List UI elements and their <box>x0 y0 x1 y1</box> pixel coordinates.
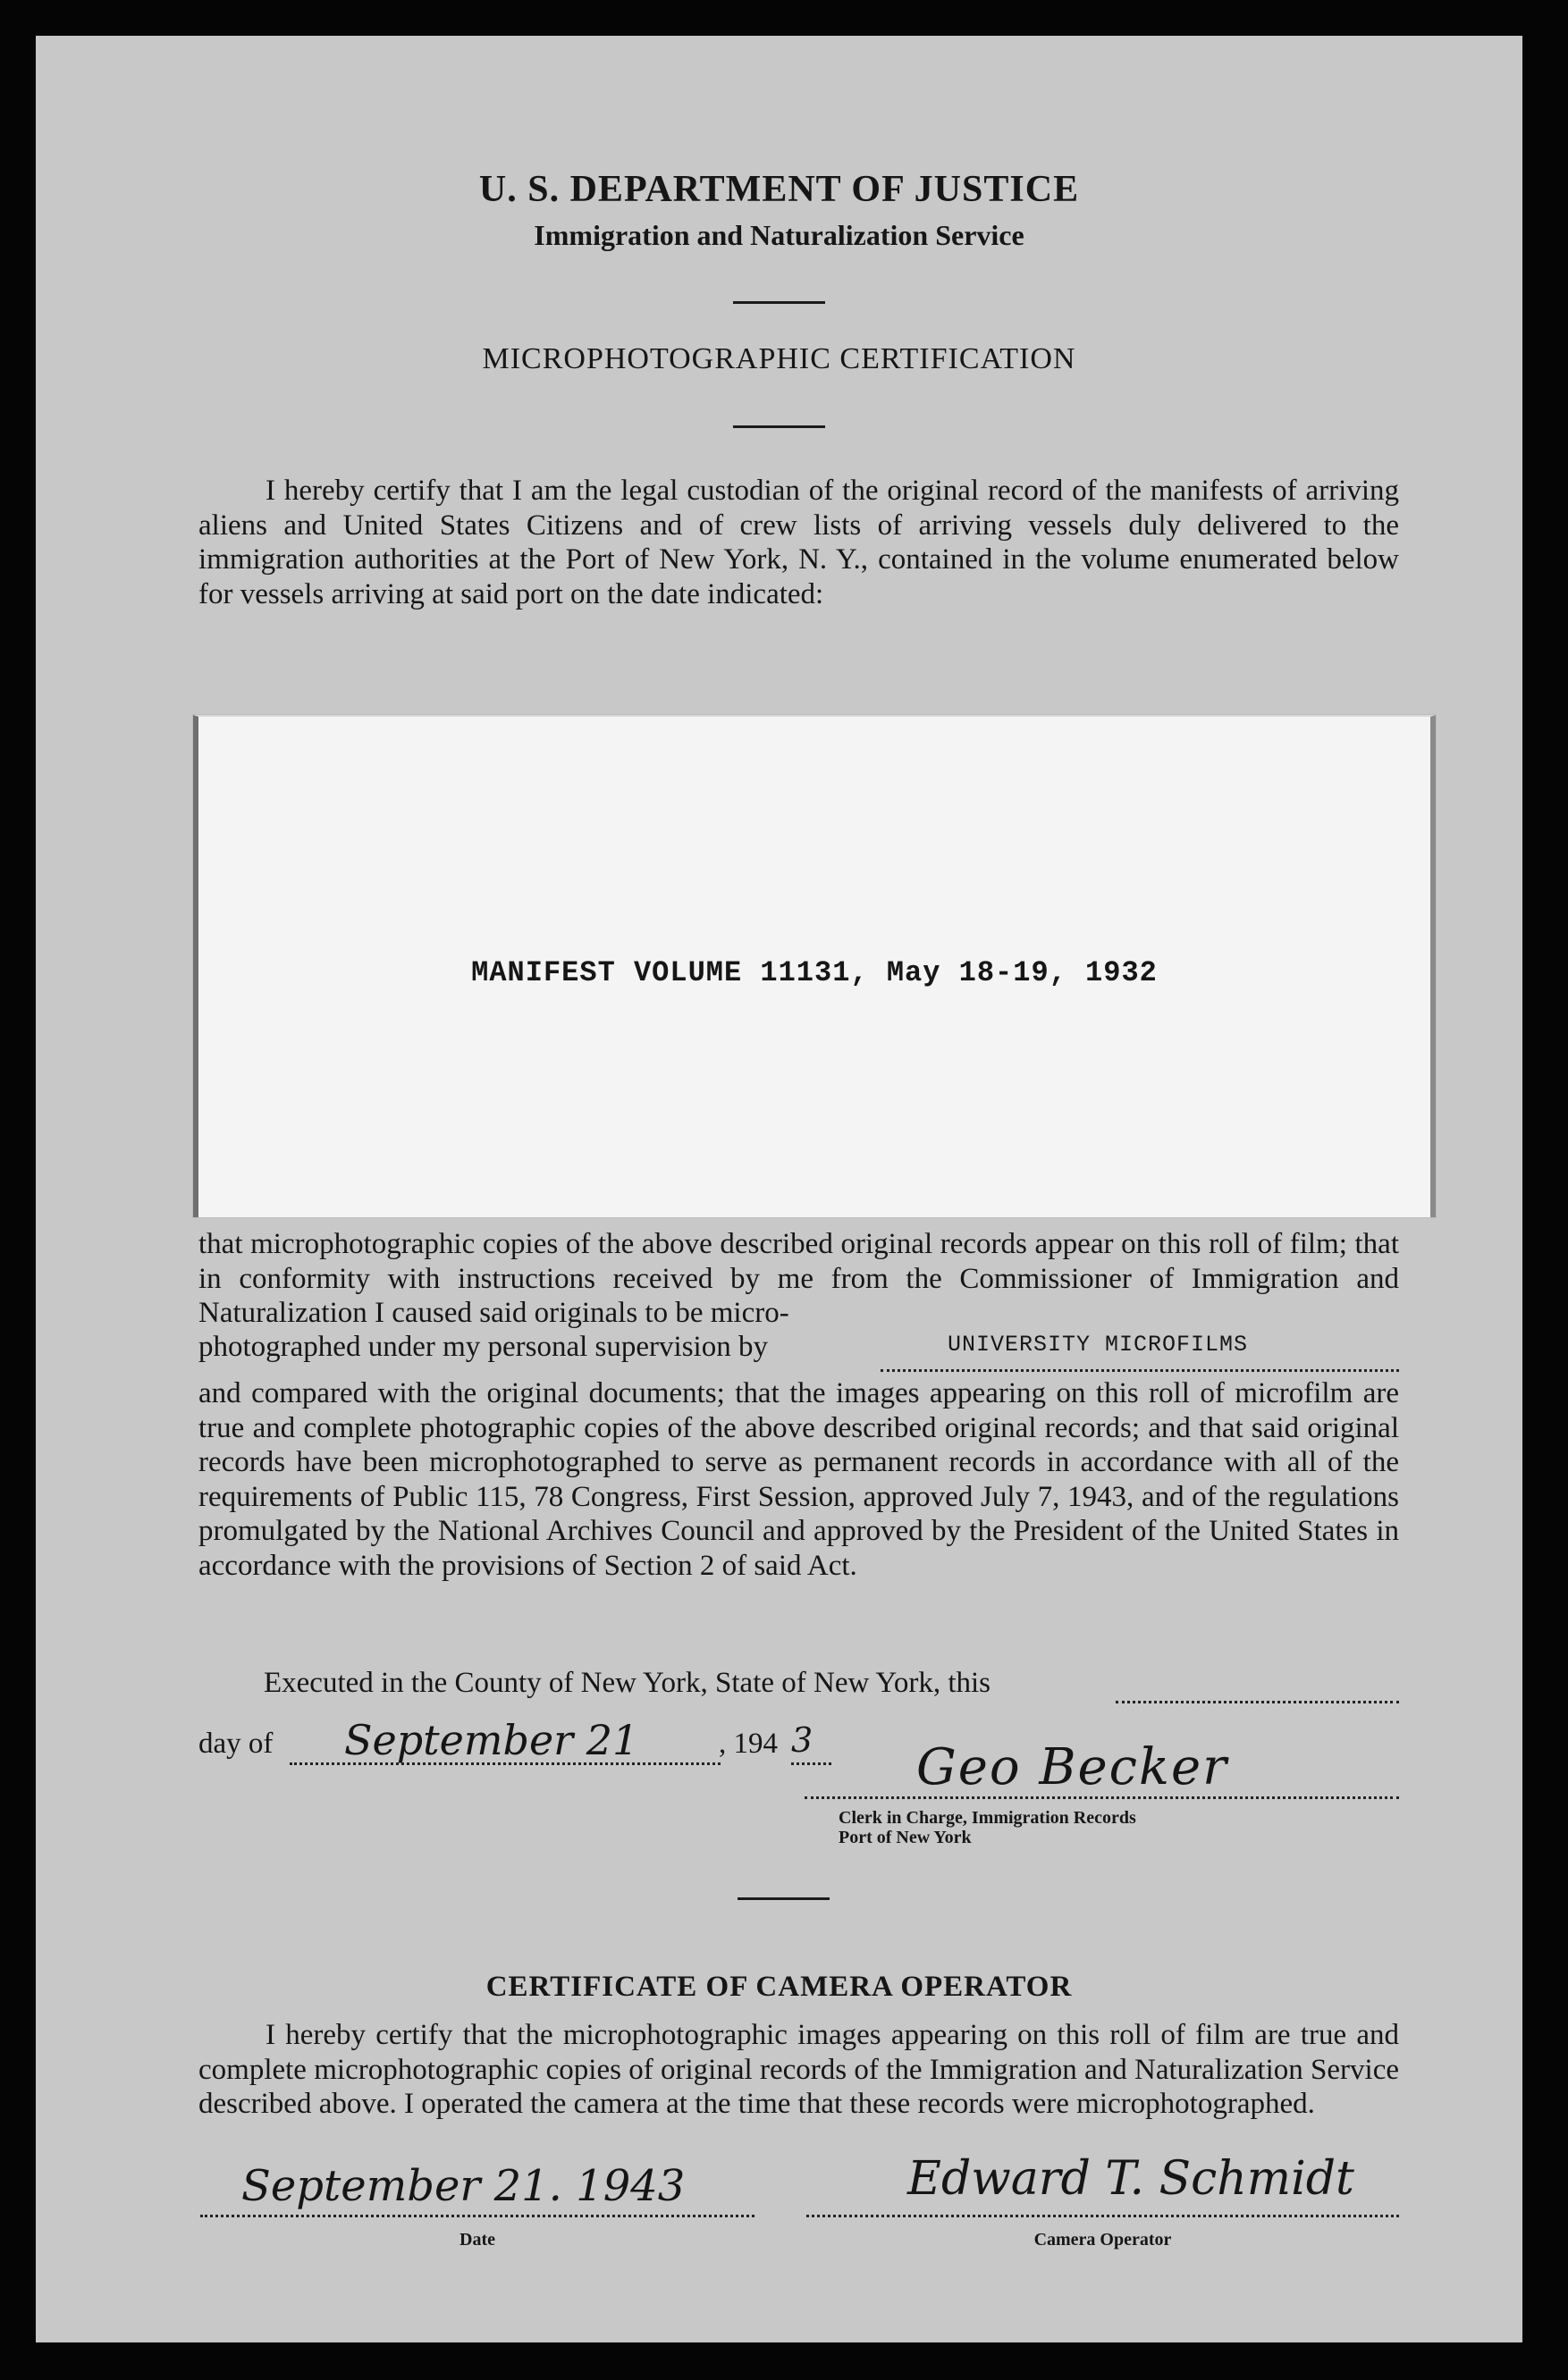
year-prefix: , 194 <box>719 1728 778 1760</box>
day-of-label: day of <box>198 1728 274 1760</box>
year-dotted-line <box>791 1762 831 1765</box>
camera-date-handwritten: September 21. 1943 <box>241 2161 686 2211</box>
day-of-handwritten: September 21 <box>344 1716 639 1764</box>
divider <box>733 425 825 428</box>
supervision-dotted-line <box>881 1369 1399 1372</box>
supervision-label: photographed under my personal supervision by <box>198 1331 768 1363</box>
camera-operator-label: Camera Operator <box>1033 2230 1172 2250</box>
intro-paragraph: I hereby certify that I am the legal custodian of the original record of the manifests of arriving aliens and United States Citizens and of crew lists of arriving vessels duly delivered to the immigration authorities at the Port of New York, N. Y., contained in the volume enumerated below for vessels arriving at said port on the date indicated: <box>198 475 1399 610</box>
camera-operator-signature: Edward T. Schmidt <box>907 2152 1354 2206</box>
service-heading: Immigration and Naturalization Service <box>534 219 1024 251</box>
operator-dotted-line <box>806 2215 1399 2217</box>
date-dotted-line <box>200 2215 754 2217</box>
clerk-port: Port of New York <box>839 1828 972 1847</box>
clerk-signature: Geo Becker <box>916 1738 1228 1796</box>
date-label: Date <box>459 2230 495 2250</box>
camera-operator-paragraph: I hereby certify that the microphotographic images appearing on this roll of film are true and complete microphotographic copies of original records of the Immigration and Naturalization Service described above. I operated the camera at the time that these records were microphotographed. <box>198 2019 1399 2120</box>
certification-title: MICROPHOTOGRAPHIC CERTIFICATION <box>482 342 1076 375</box>
clerk-signature-line <box>805 1796 1399 1799</box>
department-heading: U. S. DEPARTMENT OF JUSTICE <box>478 169 1080 210</box>
clerk-title: Clerk in Charge, Immigration Records <box>839 1808 1136 1828</box>
camera-operator-title: CERTIFICATE OF CAMERA OPERATOR <box>485 1971 1073 2003</box>
executed-text: Executed in the County of New York, State of New York, this <box>264 1667 991 1699</box>
certificate-page <box>36 36 1522 2342</box>
body-paragraph-rest: and compared with the original documents; that the images appearing on this roll of microfilm are true and complete photographic copies of the above described original records; and that said original records have been microphotographed to serve as permanent records in accordance with all of the requirements of Public 115, 78 Congress, First Session, approved July 7, 1943, and of the regulations promulgated by the National Archives Council and approved by the President of the United States in accordance with the provisions of Section 2 of said Act. <box>198 1377 1399 1582</box>
body-paragraph-lead: that microphotographic copies of the above described original records appear on this roll of film; that in conformity with instructions received by me from the Commissioner of Immigration and Naturalization I caused said originals to be micro- <box>198 1228 1399 1329</box>
volume-slip <box>193 715 1436 1217</box>
supervision-by-typed: UNIVERSITY MICROFILMS <box>948 1332 1249 1358</box>
manifest-volume: MANIFEST VOLUME 11131, May 18-19, 1932 <box>471 956 1158 989</box>
executed-dotted-line <box>1116 1701 1399 1703</box>
year-handwritten: 3 <box>791 1720 814 1760</box>
divider <box>733 301 825 304</box>
divider <box>738 1897 830 1900</box>
